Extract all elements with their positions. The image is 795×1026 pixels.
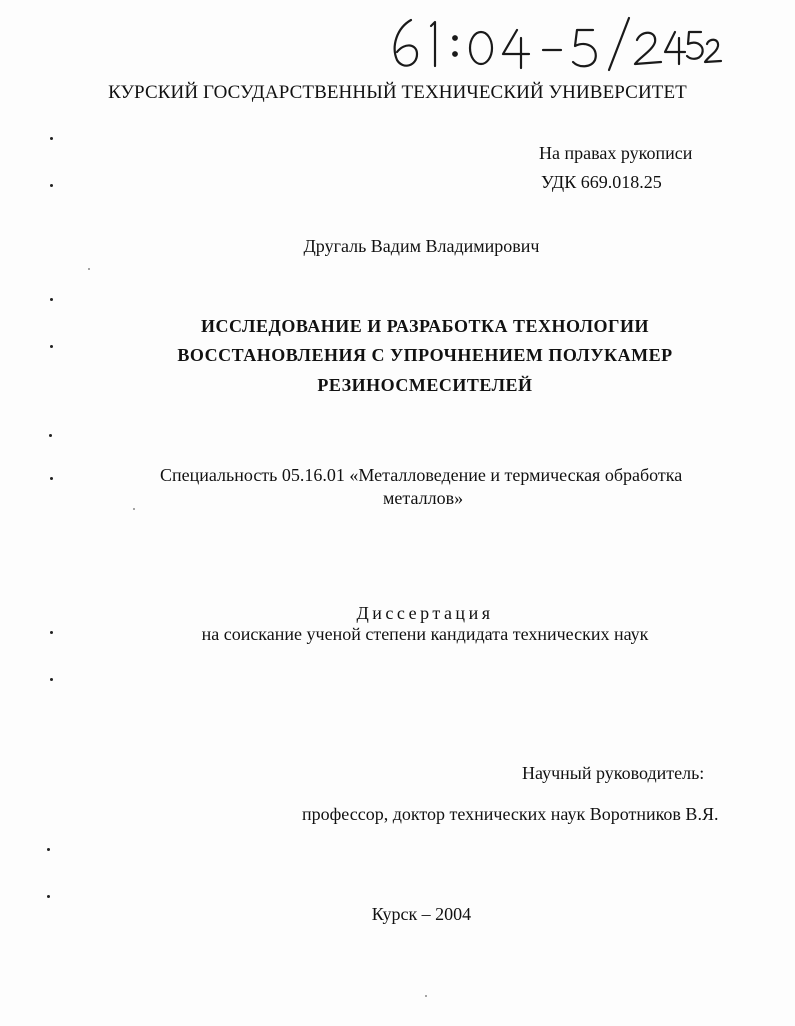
scan-speck [50, 298, 53, 301]
dissertation-title-line-1: ИССЛЕДОВАНИЕ И РАЗРАБОТКА ТЕХНОЛОГИИ [201, 316, 649, 336]
scan-speck [50, 477, 53, 480]
city-and-year: Курск – 2004 [371, 904, 472, 924]
scan-speck [50, 345, 53, 348]
dissertation-title-line-2: ВОССТАНОВЛЕНИЯ С УПРОЧНЕНИЕМ ПОЛУКАМЕР [177, 345, 673, 365]
specialty-line-2: металлов» [383, 488, 464, 508]
handwritten-archive-number [383, 10, 723, 72]
scan-speck [47, 848, 50, 851]
dissertation-subtitle: на соискание ученой степени кандидата технических наук [201, 624, 649, 644]
scan-speck [50, 678, 53, 681]
specialty-line-1: Специальность 05.16.01 «Металловедение и термическая обработка [160, 465, 683, 485]
scan-speck [47, 895, 50, 898]
dissertation-title-line-3: РЕЗИНОСМЕСИТЕЛЕЙ [317, 375, 533, 395]
scan-speck [88, 268, 90, 270]
scan-speck [50, 137, 53, 140]
scan-speck [50, 631, 53, 634]
manuscript-rights-note: На правах рукописи [539, 143, 693, 163]
university-name: КУРСКИЙ ГОСУДАРСТВЕННЫЙ ТЕХНИЧЕСКИЙ УНИВЕРСИТЕТ [108, 82, 687, 103]
supervisor-label: Научный руководитель: [522, 763, 705, 783]
author-name: Другаль Вадим Владимирович [303, 236, 540, 256]
scan-speck [133, 508, 135, 510]
scan-speck [49, 434, 52, 437]
scan-speck [425, 995, 427, 997]
udk-code: УДК 669.018.25 [541, 172, 662, 192]
supervisor-name: профессор, доктор технических наук Воротников В.Я. [302, 804, 719, 824]
scan-speck [50, 184, 53, 187]
dissertation-heading: Диссертация [356, 603, 494, 623]
